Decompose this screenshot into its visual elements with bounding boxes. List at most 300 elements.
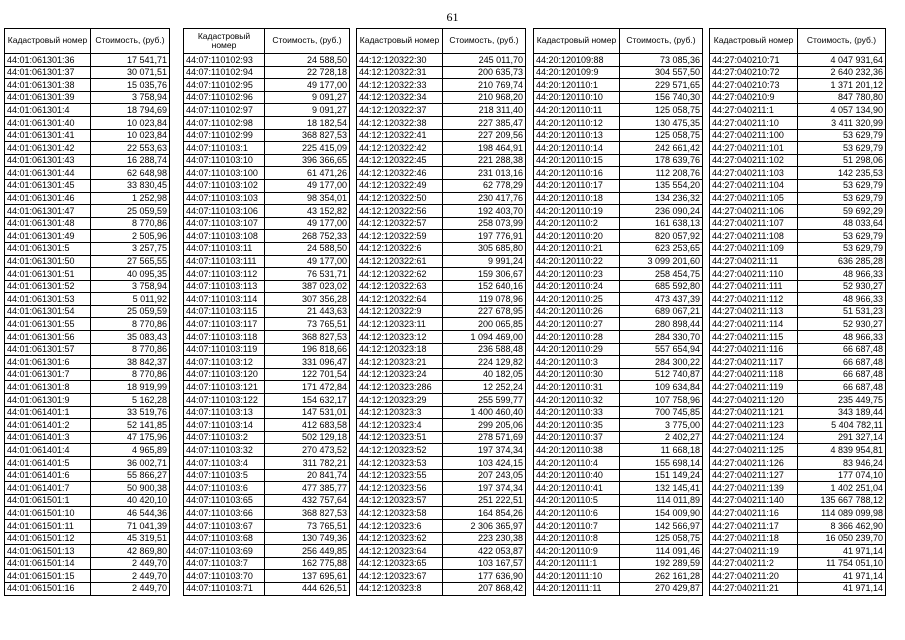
table-row	[5, 293, 170, 306]
table-row	[710, 368, 886, 381]
cadastral-number-cell: 44:07:110102:98	[184, 116, 265, 129]
cost-cell: 280 898,44	[620, 318, 703, 331]
cost-cell: 41 971,14	[798, 582, 886, 595]
cadastral-number-cell: 44:12:120322:6	[357, 242, 443, 255]
cadastral-number-cell: 44:07:110103:111	[184, 255, 265, 268]
cadastral-number-cell: 44:12:120322:49	[357, 179, 443, 192]
cadastral-number-cell: 44:20:120110:7	[534, 519, 620, 532]
table-row	[184, 104, 350, 117]
table-row	[534, 457, 703, 470]
cost-cell: 24 588,50	[265, 54, 350, 67]
cadastral-number-cell: 44:20:120110:21	[534, 242, 620, 255]
cadastral-number-cell: 44:01:061301:40	[5, 116, 91, 129]
cadastral-number-cell: 44:20:120111:10	[534, 570, 620, 583]
table-row	[5, 582, 170, 595]
cadastral-number-cell: 44:07:110103:32	[184, 444, 265, 457]
cadastral-number-cell: 44:07:110103:117	[184, 318, 265, 331]
cadastral-number-cell: 44:20:120110:26	[534, 305, 620, 318]
table-row	[534, 570, 703, 583]
table-row	[184, 457, 350, 470]
cost-cell: 3 758,94	[91, 91, 170, 104]
cadastral-number-cell: 44:01:061401:6	[5, 469, 91, 482]
cost-cell: 48 966,33	[798, 268, 886, 281]
table-row	[184, 255, 350, 268]
cadastral-number-cell: 44:12:120323:65	[357, 557, 443, 570]
cost-cell: 5 404 782,11	[798, 419, 886, 432]
cost-cell: 114 091,46	[620, 545, 703, 558]
cadastral-number-cell: 44:20:120110:18	[534, 192, 620, 205]
table-row	[534, 406, 703, 419]
table-row	[184, 394, 350, 407]
table-row	[710, 255, 886, 268]
table-row	[357, 331, 526, 344]
table-row	[534, 91, 703, 104]
cadastral-number-cell: 44:27:040210:73	[710, 79, 798, 92]
cadastral-number-cell: 44:07:110102:99	[184, 129, 265, 142]
table-row	[184, 419, 350, 432]
cost-cell: 51 298,06	[798, 154, 886, 167]
cost-cell: 197 374,34	[443, 444, 526, 457]
cadastral-number-cell: 44:27:040211:123	[710, 419, 798, 432]
cost-cell: 2 449,70	[91, 582, 170, 595]
cadastral-number-cell: 44:27:040211:118	[710, 368, 798, 381]
cost-cell: 4 965,89	[91, 444, 170, 457]
table-row	[710, 381, 886, 394]
cadastral-number-cell: 44:20:120111:1	[534, 557, 620, 570]
cost-cell: 52 930,27	[798, 280, 886, 293]
cadastral-number-cell: 44:01:061301:37	[5, 66, 91, 79]
cadastral-number-cell: 44:01:061301:8	[5, 381, 91, 394]
cost-cell: 847 780,80	[798, 91, 886, 104]
table-row	[534, 305, 703, 318]
table-row	[534, 368, 703, 381]
cadastral-number-cell: 44:01:061401:7	[5, 482, 91, 495]
cadastral-number-cell: 44:12:120322:62	[357, 268, 443, 281]
table-row	[184, 179, 350, 192]
table-row	[5, 179, 170, 192]
cadastral-number-cell: 44:27:040211:139	[710, 482, 798, 495]
table-row	[710, 494, 886, 507]
table-row	[534, 482, 703, 495]
table-row	[184, 91, 350, 104]
cadastral-number-cell: 44:07:110103:2	[184, 431, 265, 444]
table-row	[184, 305, 350, 318]
cost-cell: 73 765,51	[265, 318, 350, 331]
table-row	[710, 104, 886, 117]
cadastral-number-cell: 44:27:040211:18	[710, 532, 798, 545]
cost-cell: 41 971,14	[798, 570, 886, 583]
cost-cell: 17 541,71	[91, 54, 170, 67]
cost-cell: 38 842,37	[91, 356, 170, 369]
cost-cell: 73 085,36	[620, 54, 703, 67]
table-row	[184, 482, 350, 495]
header-cadastral-number: Кадастровый номер	[357, 29, 443, 54]
table-row	[184, 431, 350, 444]
cost-cell: 137 695,61	[265, 570, 350, 583]
cadastral-number-cell: 44:20:120110:35	[534, 419, 620, 432]
cost-cell: 368 827,53	[265, 331, 350, 344]
cost-cell: 66 687,48	[798, 381, 886, 394]
table-row	[184, 507, 350, 520]
cadastral-table-3	[356, 28, 526, 596]
cadastral-number-cell: 44:12:120322:30	[357, 54, 443, 67]
table-row	[184, 154, 350, 167]
cadastral-number-cell: 44:01:061501:1	[5, 494, 91, 507]
cadastral-number-cell: 44:27:040211:117	[710, 356, 798, 369]
table-row	[5, 457, 170, 470]
table-row	[5, 507, 170, 520]
table-row	[5, 570, 170, 583]
cadastral-number-cell: 44:01:061301:52	[5, 280, 91, 293]
cadastral-number-cell: 44:01:061301:53	[5, 293, 91, 306]
cadastral-number-cell: 44:27:040211:116	[710, 343, 798, 356]
cost-cell: 223 230,38	[443, 532, 526, 545]
cost-cell: 477 385,77	[265, 482, 350, 495]
table-row	[534, 116, 703, 129]
table-row	[5, 482, 170, 495]
table-row	[357, 519, 526, 532]
cost-cell: 24 588,50	[265, 242, 350, 255]
table-row	[357, 129, 526, 142]
table-row	[5, 79, 170, 92]
table-row	[184, 54, 350, 67]
cost-cell: 331 096,47	[265, 356, 350, 369]
cadastral-number-cell: 44:07:110103:11	[184, 242, 265, 255]
table-row	[357, 154, 526, 167]
cadastral-number-cell: 44:01:061301:6	[5, 356, 91, 369]
cost-cell: 25 059,59	[91, 305, 170, 318]
cadastral-number-cell: 44:20:120111:11	[534, 582, 620, 595]
cost-cell: 291 327,14	[798, 431, 886, 444]
cadastral-number-cell: 44:20:120110:1	[534, 79, 620, 92]
cadastral-number-cell: 44:20:120110:8	[534, 532, 620, 545]
cost-cell: 8 770,86	[91, 318, 170, 331]
cost-cell: 103 424,15	[443, 457, 526, 470]
cadastral-number-cell: 44:01:061301:51	[5, 268, 91, 281]
table-row	[5, 469, 170, 482]
cost-cell: 164 854,26	[443, 507, 526, 520]
cost-cell: 305 685,80	[443, 242, 526, 255]
table-row	[184, 406, 350, 419]
cost-cell: 35 083,43	[91, 331, 170, 344]
cadastral-number-cell: 44:01:061301:38	[5, 79, 91, 92]
table-row	[534, 419, 703, 432]
table-row	[534, 519, 703, 532]
cadastral-number-cell: 44:07:110103:68	[184, 532, 265, 545]
cadastral-number-cell: 44:27:040211:115	[710, 331, 798, 344]
table-row	[184, 66, 350, 79]
cadastral-number-cell: 44:01:061501:15	[5, 570, 91, 583]
cadastral-number-cell: 44:01:061301:36	[5, 54, 91, 67]
cadastral-number-cell: 44:20:120110:40	[534, 469, 620, 482]
table-row	[357, 104, 526, 117]
cost-cell: 512 740,87	[620, 368, 703, 381]
table-row	[184, 242, 350, 255]
cost-cell: 412 683,58	[265, 419, 350, 432]
table-row	[184, 268, 350, 281]
cost-cell: 311 782,21	[265, 457, 350, 470]
table-row	[710, 217, 886, 230]
cadastral-number-cell: 44:27:040211:2	[710, 557, 798, 570]
cadastral-number-cell: 44:27:040211:109	[710, 242, 798, 255]
cadastral-number-cell: 44:20:120110:17	[534, 179, 620, 192]
header-cadastral-number: Кадастровый номер	[534, 29, 620, 54]
table-row	[357, 570, 526, 583]
cadastral-number-cell: 44:12:120323:67	[357, 570, 443, 583]
cost-cell: 22 728,18	[265, 66, 350, 79]
cost-cell: 103 167,57	[443, 557, 526, 570]
table-row	[710, 167, 886, 180]
table-row	[5, 532, 170, 545]
cost-cell: 98 354,01	[265, 192, 350, 205]
cadastral-number-cell: 44:01:061401:2	[5, 419, 91, 432]
table-row	[534, 79, 703, 92]
table-row	[534, 394, 703, 407]
cadastral-number-cell: 44:20:120110:6	[534, 507, 620, 520]
cost-cell: 820 057,92	[620, 230, 703, 243]
cadastral-number-cell: 44:12:120323:62	[357, 532, 443, 545]
cost-cell: 53 629,79	[798, 129, 886, 142]
cost-cell: 473 437,39	[620, 293, 703, 306]
table-row	[357, 557, 526, 570]
cost-cell: 21 443,63	[265, 305, 350, 318]
cost-cell: 71 041,39	[91, 519, 170, 532]
cost-cell: 48 966,33	[798, 331, 886, 344]
cadastral-number-cell: 44:01:061301:5	[5, 242, 91, 255]
table-row	[184, 192, 350, 205]
table-row	[357, 280, 526, 293]
cadastral-number-cell: 44:12:120323:57	[357, 494, 443, 507]
cadastral-number-cell: 44:27:040211:113	[710, 305, 798, 318]
cadastral-number-cell: 44:07:110103:5	[184, 469, 265, 482]
cost-cell: 10 023,84	[91, 129, 170, 142]
table-row	[710, 406, 886, 419]
cadastral-number-cell: 44:20:120110:9	[534, 545, 620, 558]
cost-cell: 4 839 954,81	[798, 444, 886, 457]
cadastral-number-cell: 44:01:061301:55	[5, 318, 91, 331]
cost-cell: 178 639,76	[620, 154, 703, 167]
cost-cell: 236 588,48	[443, 343, 526, 356]
table-row	[710, 142, 886, 155]
table-row	[5, 331, 170, 344]
table-row	[184, 293, 350, 306]
cadastral-number-cell: 44:27:040211:103	[710, 167, 798, 180]
table-row	[184, 331, 350, 344]
table-row	[5, 519, 170, 532]
cadastral-number-cell: 44:27:040211:112	[710, 293, 798, 306]
cadastral-number-cell: 44:07:110103:1	[184, 142, 265, 155]
cost-cell: 8 770,86	[91, 217, 170, 230]
cost-cell: 114 011,89	[620, 494, 703, 507]
table-row	[357, 268, 526, 281]
cadastral-number-cell: 44:20:120110:2	[534, 217, 620, 230]
cost-cell: 2 640 232,36	[798, 66, 886, 79]
header-cost: Стоимость, (руб.)	[443, 29, 526, 54]
table-row	[5, 205, 170, 218]
header-cadastral-number: Кадастровый номер	[184, 29, 265, 54]
cost-cell: 227 678,95	[443, 305, 526, 318]
cost-cell: 197 374,34	[443, 482, 526, 495]
table-row	[5, 305, 170, 318]
table-row	[5, 545, 170, 558]
cost-cell: 304 557,50	[620, 66, 703, 79]
table-row	[5, 167, 170, 180]
cadastral-number-cell: 44:20:120110:14	[534, 142, 620, 155]
cadastral-table-4	[533, 28, 703, 596]
cadastral-number-cell: 44:01:061401:1	[5, 406, 91, 419]
cadastral-number-cell: 44:01:061301:7	[5, 368, 91, 381]
cadastral-number-cell: 44:01:061301:44	[5, 167, 91, 180]
cost-cell: 210 769,74	[443, 79, 526, 92]
table-row	[710, 205, 886, 218]
cadastral-number-cell: 44:27:040211:104	[710, 179, 798, 192]
cost-cell: 66 687,48	[798, 368, 886, 381]
table-row	[357, 545, 526, 558]
cadastral-number-cell: 44:12:120323:58	[357, 507, 443, 520]
table-row	[357, 255, 526, 268]
cadastral-number-cell: 44:20:120110:41	[534, 482, 620, 495]
cadastral-number-cell: 44:12:120323:64	[357, 545, 443, 558]
table-row	[184, 532, 350, 545]
cadastral-number-cell: 44:01:061301:39	[5, 91, 91, 104]
table-row	[357, 431, 526, 444]
cadastral-number-cell: 44:01:061301:50	[5, 255, 91, 268]
cadastral-number-cell: 44:20:120110:19	[534, 205, 620, 218]
cost-cell: 1 094 469,00	[443, 331, 526, 344]
table-row	[534, 179, 703, 192]
cadastral-number-cell: 44:20:120110:38	[534, 444, 620, 457]
cadastral-number-cell: 44:27:040211:119	[710, 381, 798, 394]
cadastral-number-cell: 44:12:120322:42	[357, 142, 443, 155]
cost-cell: 3 411 320,99	[798, 116, 886, 129]
cadastral-number-cell: 44:20:120110:3	[534, 356, 620, 369]
cost-cell: 9 091,27	[265, 104, 350, 117]
table-row	[710, 419, 886, 432]
cadastral-number-cell: 44:01:061501:16	[5, 582, 91, 595]
cadastral-number-cell: 44:01:061301:57	[5, 343, 91, 356]
table-row	[5, 419, 170, 432]
cadastral-number-cell: 44:27:040211:110	[710, 268, 798, 281]
table-row	[184, 494, 350, 507]
table-row	[184, 545, 350, 558]
cost-cell: 132 145,41	[620, 482, 703, 495]
cadastral-number-cell: 44:12:120323:3	[357, 406, 443, 419]
cost-cell: 130 749,36	[265, 532, 350, 545]
cost-cell: 161 638,13	[620, 217, 703, 230]
cadastral-number-cell: 44:07:110103:67	[184, 519, 265, 532]
cadastral-number-cell: 44:12:120323:12	[357, 331, 443, 344]
cost-cell: 256 449,85	[265, 545, 350, 558]
cadastral-number-cell: 44:01:061401:4	[5, 444, 91, 457]
cost-cell: 122 701,54	[265, 368, 350, 381]
table-row	[534, 242, 703, 255]
cost-cell: 11 754 051,10	[798, 557, 886, 570]
cadastral-table-1	[4, 28, 170, 596]
cost-cell: 177 074,10	[798, 469, 886, 482]
table-row	[534, 545, 703, 558]
table-row	[5, 255, 170, 268]
cadastral-number-cell: 44:20:120110:12	[534, 116, 620, 129]
cadastral-number-cell: 44:20:120110:23	[534, 268, 620, 281]
cost-cell: 432 757,64	[265, 494, 350, 507]
cadastral-number-cell: 44:01:061501:10	[5, 507, 91, 520]
cost-cell: 1 371 201,12	[798, 79, 886, 92]
table-row	[5, 192, 170, 205]
cadastral-number-cell: 44:01:061301:46	[5, 192, 91, 205]
cost-cell: 557 654,94	[620, 343, 703, 356]
cadastral-number-cell: 44:07:110103:71	[184, 582, 265, 595]
table-row	[710, 557, 886, 570]
cost-cell: 53 629,79	[798, 179, 886, 192]
cadastral-number-cell: 44:01:061501:11	[5, 519, 91, 532]
cost-cell: 229 571,65	[620, 79, 703, 92]
cost-cell: 242 661,42	[620, 142, 703, 155]
table-row	[184, 167, 350, 180]
header-cadastral-number: Кадастровый номер	[5, 29, 91, 54]
cost-cell: 52 141,85	[91, 419, 170, 432]
cost-cell: 55 866,27	[91, 469, 170, 482]
table-row	[357, 532, 526, 545]
cadastral-number-cell: 44:20:120110:16	[534, 167, 620, 180]
table-row	[534, 142, 703, 155]
cost-cell: 162 775,88	[265, 557, 350, 570]
table-row	[357, 394, 526, 407]
cadastral-number-cell: 44:27:040211:120	[710, 394, 798, 407]
cost-cell: 156 740,30	[620, 91, 703, 104]
cost-cell: 40 095,35	[91, 268, 170, 281]
cost-cell: 207 243,05	[443, 469, 526, 482]
cadastral-number-cell: 44:12:120322:33	[357, 79, 443, 92]
table-row	[710, 154, 886, 167]
cost-cell: 368 827,53	[265, 507, 350, 520]
table-row	[184, 343, 350, 356]
cadastral-number-cell: 44:20:120110:20	[534, 230, 620, 243]
cadastral-number-cell: 44:07:110103:10	[184, 154, 265, 167]
table-row	[710, 54, 886, 67]
cost-cell: 49 177,00	[265, 79, 350, 92]
cost-cell: 207 868,42	[443, 582, 526, 595]
cadastral-number-cell: 44:27:040211:1	[710, 104, 798, 117]
cadastral-number-cell: 44:07:110102:95	[184, 79, 265, 92]
cost-cell: 8 366 462,90	[798, 519, 886, 532]
cadastral-number-cell: 44:07:110103:122	[184, 394, 265, 407]
cadastral-number-cell: 44:12:120323:18	[357, 343, 443, 356]
table-row	[184, 570, 350, 583]
cost-cell: 3 099 201,60	[620, 255, 703, 268]
cadastral-number-cell: 44:07:110103:69	[184, 545, 265, 558]
cost-cell: 270 429,87	[620, 582, 703, 595]
cadastral-number-cell: 44:27:040211:101	[710, 142, 798, 155]
cadastral-number-cell: 44:07:110103:112	[184, 268, 265, 281]
cadastral-number-cell: 44:07:110103:113	[184, 280, 265, 293]
cadastral-number-cell: 44:07:110102:94	[184, 66, 265, 79]
cost-cell: 40 420,10	[91, 494, 170, 507]
cadastral-number-cell: 44:07:110103:6	[184, 482, 265, 495]
cost-cell: 278 571,69	[443, 431, 526, 444]
cost-cell: 42 869,80	[91, 545, 170, 558]
cost-cell: 245 011,70	[443, 54, 526, 67]
table-row	[5, 54, 170, 67]
cadastral-number-cell: 44:20:120110:24	[534, 280, 620, 293]
cost-cell: 227 209,56	[443, 129, 526, 142]
cost-cell: 52 930,27	[798, 318, 886, 331]
cost-cell: 177 636,90	[443, 570, 526, 583]
cadastral-number-cell: 44:27:040211:17	[710, 519, 798, 532]
table-row	[357, 54, 526, 67]
cadastral-number-cell: 44:27:040210:9	[710, 91, 798, 104]
table-row	[357, 457, 526, 470]
cost-cell: 112 208,76	[620, 167, 703, 180]
